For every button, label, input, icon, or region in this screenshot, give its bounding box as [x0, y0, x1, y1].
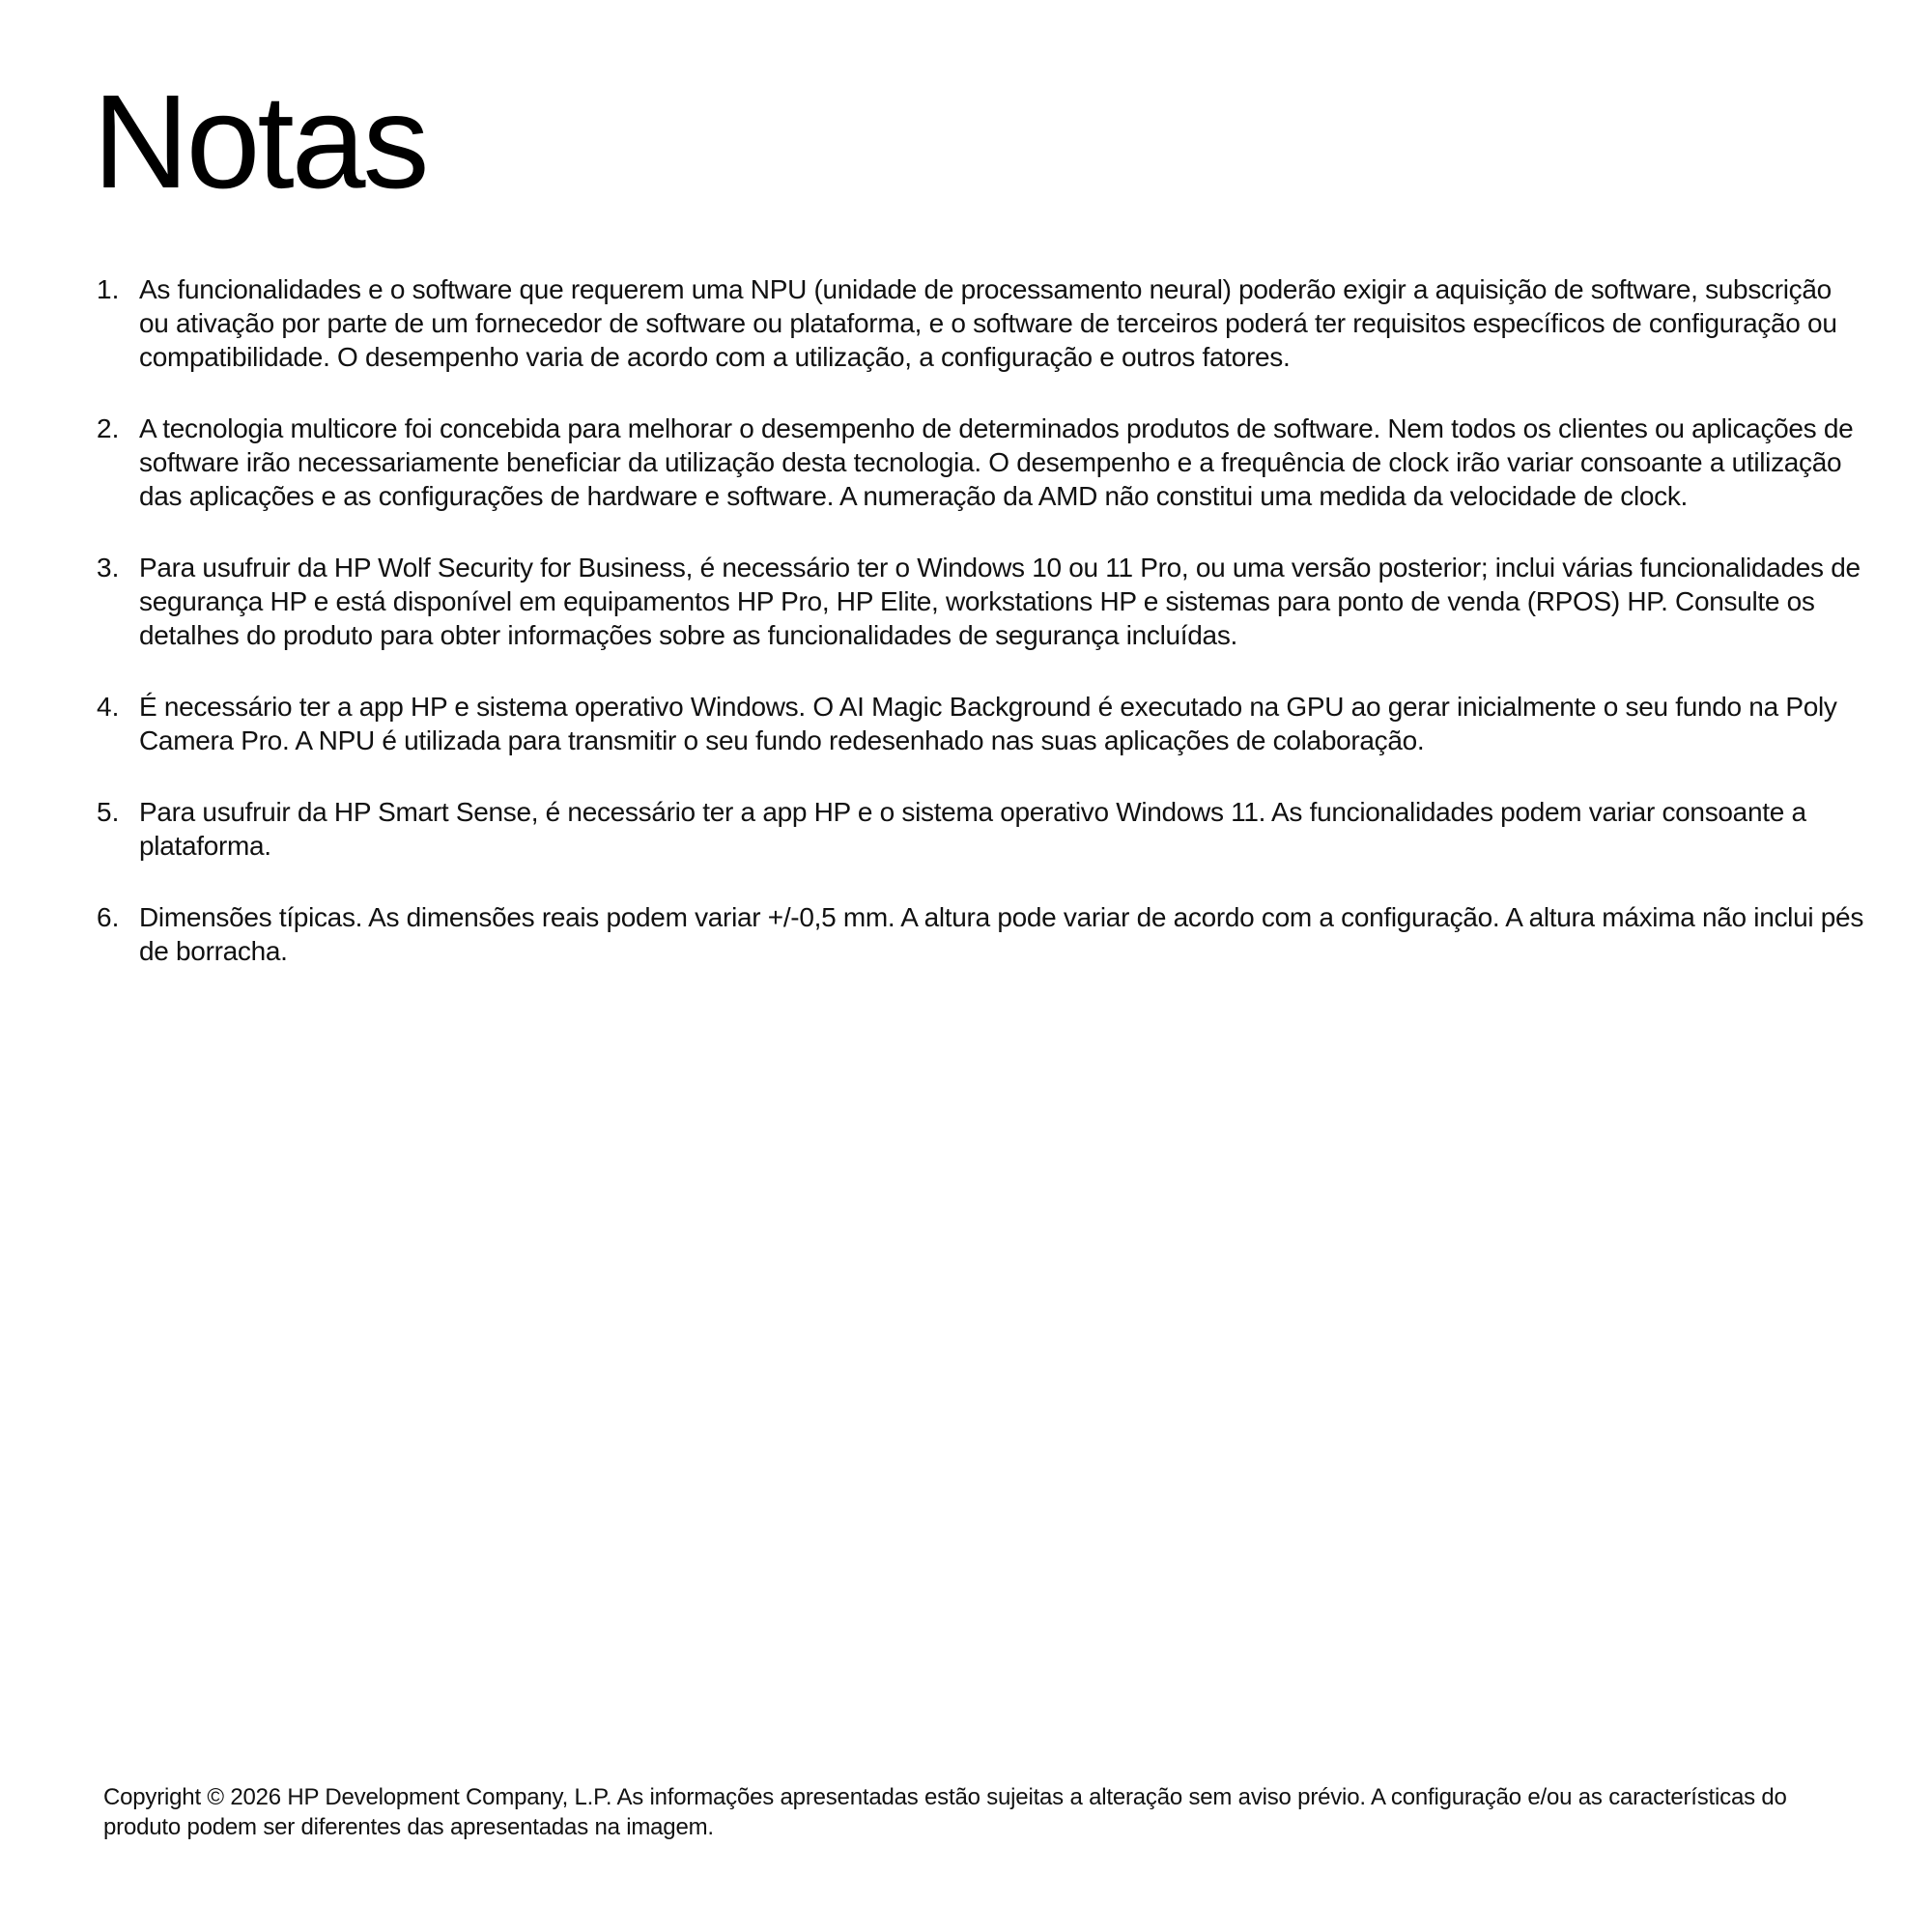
page-title: Notas	[93, 68, 427, 216]
note-text: Dimensões típicas. As dimensões reais podem variar +/-0,5 mm. A altura pode variar de acordo com a configuração. A altura máxima não inclui pés de borracha.	[139, 902, 1864, 966]
note-text: As funcionalidades e o software que requerem uma NPU (unidade de processamento neural) poderão exigir a aquisição de software, subscrição ou ativação por parte de um fornecedor de software ou plataforma, e o software de terceiros poderá ter requisitos específicos de configuração ou compatibilidade. O desempenho varia de acordo com a utilização, a configuração e outros fatores.	[139, 274, 1837, 372]
note-text: A tecnologia multicore foi concebida para melhorar o desempenho de determinados produtos de software. Nem todos os clientes ou aplicações de software irão necessariamente beneficiar da utilização desta tecnologia. O desempenho e a frequência de clock irão variar consoante a utilização das aplicações e as configurações de hardware e software. A numeração da AMD não constitui uma medida da velocidade de clock.	[139, 413, 1854, 511]
note-item-6	[97, 900, 1864, 968]
note-number: 2.	[97, 413, 120, 443]
note-text: Para usufruir da HP Smart Sense, é necessário ter a app HP e o sistema operativo Windows 11. As funcionalidades podem variar consoante a plataforma.	[139, 797, 1806, 861]
note-item-4	[97, 690, 1864, 757]
note-number: 4.	[97, 692, 120, 722]
note-number: 6.	[97, 902, 120, 932]
notes-list	[97, 272, 1864, 1006]
note-number: 5.	[97, 797, 120, 827]
note-number: 1.	[97, 274, 120, 304]
copyright-footer: Copyright © 2026 HP Development Company, L.P. As informações apresentadas estão sujeitas a alteração sem aviso prévio. A configuração e/ou as características do produto podem ser diferentes das apresentadas na imagem.	[103, 1784, 1787, 1840]
note-item-1	[97, 272, 1864, 374]
note-text: É necessário ter a app HP e sistema operativo Windows. O AI Magic Background é executado na GPU ao gerar inicialmente o seu fundo na Poly Camera Pro. A NPU é utilizada para transmitir o seu fundo redesenhado nas suas aplicações de colaboração.	[139, 692, 1837, 755]
note-item-5	[97, 795, 1864, 863]
note-item-2	[97, 412, 1864, 513]
note-number: 3.	[97, 553, 120, 582]
note-text: Para usufruir da HP Wolf Security for Business, é necessário ter o Windows 10 ou 11 Pro, ou uma versão posterior; inclui várias funcionalidades de segurança HP e está disponível em equipamentos HP Pro, HP Elite, workstations HP e sistemas para ponto de venda (RPOS) HP. Consulte os detalhes do produto para obter informações sobre as funcionalidades de segurança incluídas.	[139, 553, 1861, 650]
note-item-3	[97, 551, 1864, 652]
